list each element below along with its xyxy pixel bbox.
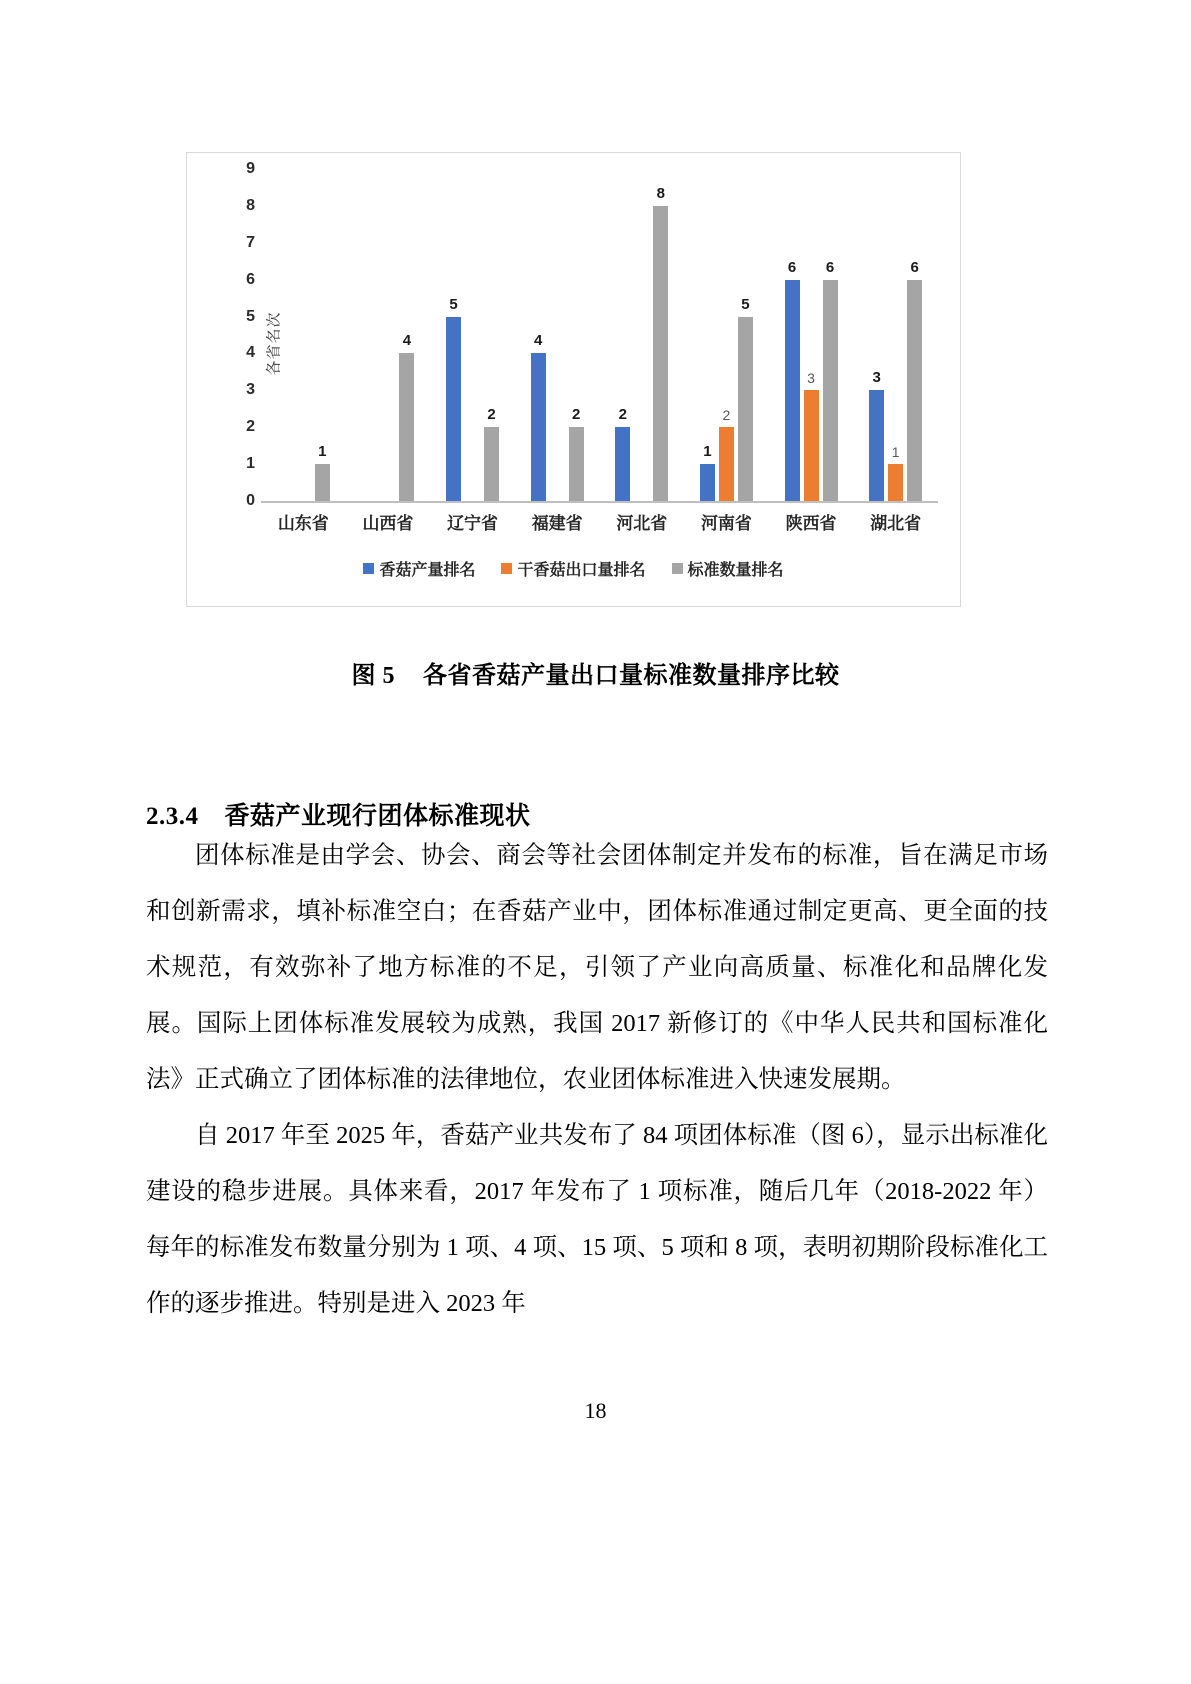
x-axis-label: 河南省: [700, 514, 752, 533]
chart-bar: [615, 427, 630, 501]
legend-swatch-icon: [672, 563, 683, 574]
chart-bar-group: [785, 169, 838, 501]
chart-bar: [823, 280, 838, 501]
chart-bar: [399, 353, 414, 501]
chart-bar: [653, 206, 668, 501]
legend-label: 标准数量排名: [687, 562, 784, 579]
y-axis-tick: 1: [246, 455, 255, 473]
chart-bar-value-label: 6: [787, 258, 797, 276]
chart-bar-value-label: 4: [534, 332, 543, 350]
chart-bar-group: [277, 169, 330, 501]
chart-bar-group: [700, 169, 753, 501]
chart-bar-value-label: 6: [910, 258, 919, 276]
y-axis-tick: 0: [246, 492, 255, 509]
y-axis-tick: 9: [246, 160, 255, 177]
legend-swatch-icon: [363, 563, 374, 574]
y-axis-tick: 2: [246, 418, 255, 436]
x-axis-label: 山西省: [362, 514, 414, 533]
chart-bar: [719, 427, 734, 501]
x-axis-label: 河北省: [616, 514, 668, 533]
y-axis-tick: 6: [246, 270, 255, 288]
y-axis-tick: 7: [246, 233, 255, 251]
legend-item[interactable]: [501, 557, 645, 580]
x-axis-label: 山东省: [277, 514, 329, 533]
chart-bar-value-label: 1: [891, 444, 900, 461]
y-axis-tick: 5: [246, 307, 255, 325]
y-axis-tick-labels: [225, 160, 255, 509]
chart-bar-value-label: 5: [449, 295, 458, 313]
x-axis-category-labels: [261, 509, 938, 539]
chart-bar-value-label: 2: [487, 406, 496, 424]
x-axis-label: 辽宁省: [447, 514, 499, 533]
x-axis-line: [261, 501, 938, 503]
legend-label: 干香菇出口量排名: [517, 562, 646, 579]
x-axis-label: 湖北省: [870, 514, 922, 533]
x-axis-label: 陕西省: [785, 514, 837, 533]
chart-bar-value-label: 1: [318, 443, 327, 461]
y-axis-tick: 4: [246, 344, 255, 362]
x-axis-label: 福建省: [531, 514, 583, 533]
chart-bar: [907, 280, 922, 501]
figure-5-chart: [186, 152, 961, 607]
chart-bar-group: [446, 169, 499, 501]
chart-bar: [569, 427, 584, 501]
chart-bar: [804, 390, 819, 501]
chart-plot-area: [187, 153, 960, 606]
chart-bar-value-label: 2: [722, 407, 731, 424]
chart-bar-value-label: 6: [825, 258, 835, 276]
legend-item[interactable]: [672, 557, 784, 580]
chart-bar: [700, 464, 715, 501]
legend-swatch-icon: [501, 563, 512, 574]
chart-bar: [738, 317, 753, 501]
chart-bar: [315, 464, 330, 501]
chart-bar-group: [361, 169, 414, 501]
chart-bar-value-label: 3: [872, 369, 881, 387]
page-number: 18: [584, 1398, 607, 1423]
figure-caption-label: 图 5: [351, 663, 395, 689]
chart-bar: [484, 427, 499, 501]
chart-bar-value-label: 1: [703, 443, 712, 461]
chart-bar-value-label: 5: [741, 295, 750, 313]
chart-bar: [531, 353, 546, 501]
figure-caption: [140, 655, 1051, 690]
y-axis-title: 各省名次: [266, 311, 283, 376]
chart-bar: [888, 464, 903, 501]
paragraph: 团体标准是由学会、协会、商会等社会团体制定并发布的标准，旨在满足市场和创新需求，填补标准空白；在香菇产业中，团体标准通过制定更高、更全面的技术规范，有效弥补了地方标准的不足，引领了产业向高质量、标准化和品牌化发展。国际上团体标准发展较为成熟，我国 2017 新修订的《中华人民共和国标准化法》正式确立了团体标准的法律地位，农业团体标准进入快速发展期。: [146, 842, 1048, 1093]
chart-legend: [187, 557, 960, 580]
legend-item[interactable]: [363, 557, 475, 580]
body-text: [146, 828, 1048, 1332]
paragraph: 自 2017 年至 2025 年，香菇产业共发布了 84 项团体标准（图 6），显示出标准化建设的稳步进展。具体来看，2017 年发布了 1 项标准，随后几年（2018-2022 年）每年的标准发布数量分别为 1 项、4 项、15 项、5 项和 8 项，表明初期阶段标准化工作的逐步推进。特别是进入 2023 年: [146, 1122, 1048, 1317]
chart-bar-group: [615, 169, 668, 501]
legend-label: 香菇产量排名: [379, 562, 476, 579]
chart-bars-layer: [261, 169, 938, 501]
section-heading: [146, 796, 531, 832]
chart-bar-value-label: 2: [618, 406, 627, 424]
chart-bar: [446, 317, 461, 501]
y-axis-tick: 8: [246, 196, 255, 214]
y-axis-tick: 3: [246, 381, 255, 399]
chart-bar-group: [869, 169, 922, 501]
chart-bar-value-label: 8: [656, 184, 665, 202]
chart-bar-group: [531, 169, 584, 501]
chart-bar: [785, 280, 800, 501]
chart-bar-value-label: 3: [807, 370, 815, 387]
figure-caption-title: 各省香菇产量出口量标准数量排序比较: [423, 663, 840, 689]
section-title: 香菇产业现行团体标准现状: [224, 802, 531, 830]
chart-bar-value-label: 2: [572, 406, 581, 424]
chart-bar-value-label: 4: [402, 332, 412, 350]
section-number: 2.3.4: [146, 802, 199, 830]
